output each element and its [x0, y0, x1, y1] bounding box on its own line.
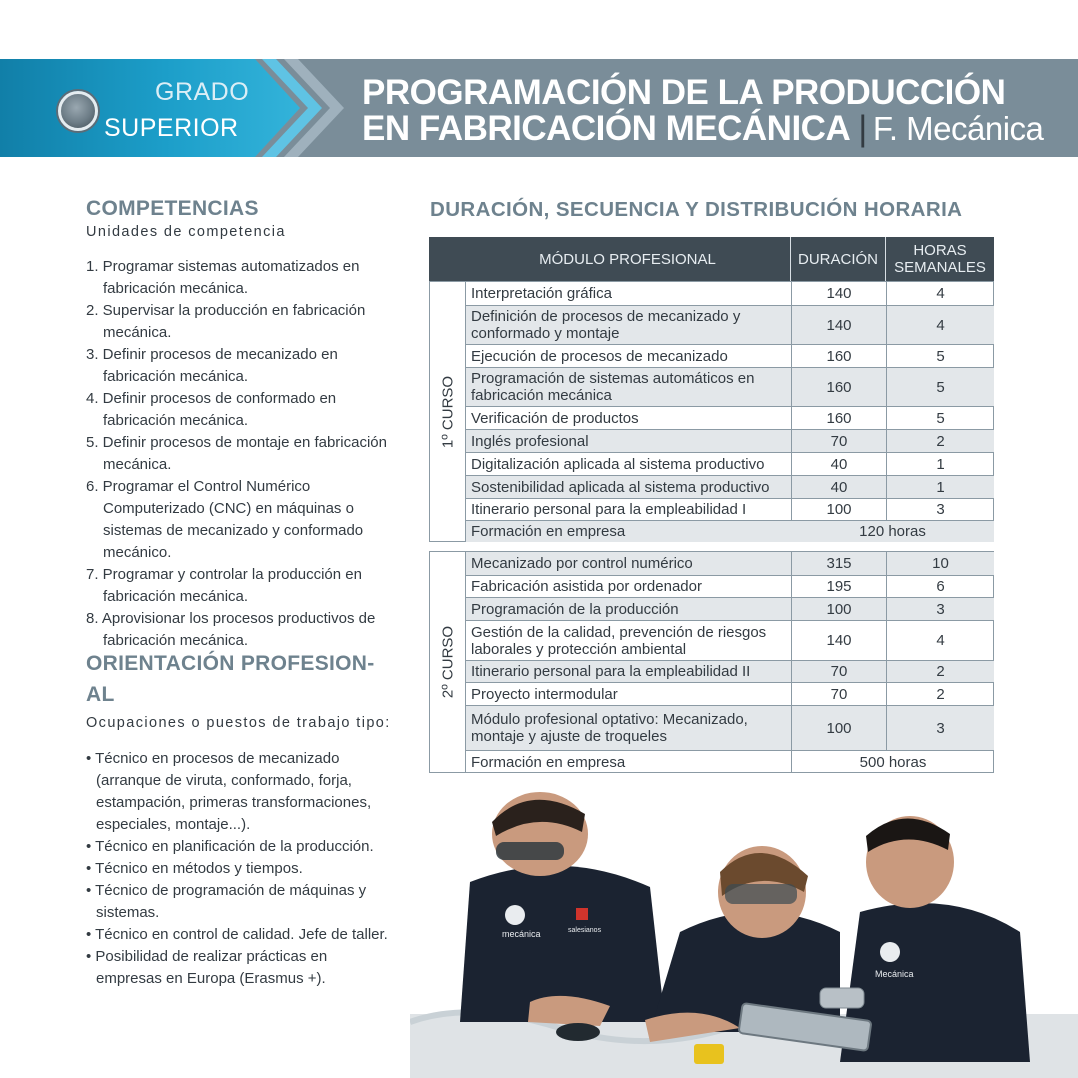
metal-part [820, 988, 864, 1008]
cell-horas: 3 [886, 598, 994, 620]
list-item: 8. Aprovisionar los procesos productivos de fabricación mecánica. [86, 610, 376, 649]
header-horas-line2: SEMANALES [894, 259, 986, 276]
cell-horas: 3 [886, 499, 994, 520]
list-item: 4. Definir procesos de conformado en fabricación mecánica. [86, 390, 337, 429]
competencias-heading: COMPETENCIAS [86, 197, 259, 220]
list-item: • Técnico en procesos de mecanizado (arranque de viruta, conformado, forja, estampación, primeras transformaciones, especiales, montaje...). [86, 750, 372, 833]
students-illustration [410, 792, 1078, 1078]
tape-measure [694, 1044, 724, 1064]
list-item: 5. Definir procesos de montaje en fabricación mecánica. [86, 434, 387, 473]
cell-horas: 2 [886, 430, 994, 452]
page-title-line1: PROGRAMACIÓN DE LA PRODUCCIÓN [362, 73, 1006, 112]
orientacion-subheading: Ocupaciones o puestos de trabajo tipo: [86, 715, 391, 731]
cell-duracion: 140 [791, 621, 886, 660]
cell-horas: 1 [886, 453, 994, 475]
title-separator: | [858, 109, 867, 148]
course-label-cell [430, 282, 466, 541]
cell-modulo: Definición de procesos de mecanizado y conformado y montaje [471, 308, 741, 342]
cell-modulo: Gestión de la calidad, prevención de riesgos laborales y protección ambiental [471, 623, 767, 658]
cell-duracion: 140 [791, 282, 886, 305]
cell-horas: 5 [886, 407, 994, 429]
cell-modulo: Programación de la producción [471, 600, 679, 618]
header-modulo: MÓDULO PROFESIONAL [539, 250, 716, 268]
table-row [466, 682, 994, 705]
table-row [466, 367, 994, 406]
table-row [466, 552, 994, 575]
orientacion-list [86, 748, 396, 990]
header-horas-line1: HORAS [913, 242, 967, 259]
cell-duracion: 70 [791, 430, 886, 452]
table-row [466, 305, 994, 344]
cell-modulo: Programación de sistemas automáticos en fabricación mecánica [471, 370, 755, 404]
course-label-cell [430, 552, 466, 772]
cell-duracion: 160 [791, 407, 886, 429]
cell-duracion: 195 [791, 576, 886, 597]
course-label: 2º CURSO [439, 625, 456, 699]
header-horas [885, 237, 994, 281]
table-row [466, 597, 994, 620]
table-row [466, 406, 994, 429]
header-duracion: DURACIÓN [790, 237, 885, 281]
cell-duracion: 160 [791, 345, 886, 367]
cell-duracion: 160 [791, 368, 886, 406]
cell-modulo: Ejecución de procesos de mecanizado [471, 347, 728, 365]
competencias-list [86, 256, 398, 652]
cell-duracion: 40 [791, 453, 886, 475]
cell-horas: 1 [886, 476, 994, 498]
cell-horas: 4 [886, 282, 994, 305]
cell-duracion: 100 [791, 598, 886, 620]
table-title: DURACIÓN, SECUENCIA Y DISTRIBUCIÓN HORARIA [430, 198, 963, 221]
cell-modulo: Digitalización aplicada al sistema productivo [471, 455, 765, 473]
cell-modulo: Interpretación gráfica [471, 285, 612, 302]
table-header [429, 237, 994, 281]
table-row [466, 429, 994, 452]
table-row [466, 475, 994, 498]
list-item: • Técnico de programación de máquinas y sistemas. [86, 882, 367, 921]
shirt-text-2: salesianos [568, 927, 602, 934]
header-banner [0, 59, 1078, 157]
cell-duracion: 315 [791, 552, 886, 575]
cell-modulo: Itinerario personal para la empleabilidad II [471, 663, 751, 680]
shirt-text-1: mecánica [502, 929, 541, 939]
cell-duracion: 70 [791, 661, 886, 682]
cell-modulo: Formación en empresa [471, 523, 626, 540]
orientacion-heading-line2: AL [86, 683, 115, 706]
list-item: • Técnico en control de calidad. Jefe de taller. [86, 926, 388, 943]
list-item: • Técnico en métodos y tiempos. [86, 860, 303, 877]
cell-horas: 5 [886, 345, 994, 367]
cell-modulo: Módulo profesional optativo: Mecanizado, montaje y ajuste de troqueles [471, 711, 748, 745]
shirt-text-3: Mecánica [875, 969, 914, 979]
page-title-line2-text: EN FABRICACIÓN MECÁNICA [362, 109, 851, 148]
cell-horas: 2 [886, 683, 994, 705]
list-item: 7. Programar y controlar la producción en fabricación mecánica. [86, 566, 362, 605]
competencias-subheading: Unidades de competencia [86, 224, 286, 240]
table-row [466, 660, 994, 682]
cell-horas: 6 [886, 576, 994, 597]
cell-horas: 5 [886, 368, 994, 406]
cell-modulo: Formación en empresa [471, 753, 626, 771]
cell-horas: 10 [886, 552, 994, 575]
list-item: 6. Programar el Control Numérico Computerizado (CNC) en máquinas o sistemas de mecanizado y conformado mecánico. [86, 478, 364, 561]
page-title-line2 [362, 109, 1043, 149]
cell-modulo: Inglés profesional [471, 432, 589, 450]
table-row [466, 452, 994, 475]
table-row [466, 705, 994, 750]
cell-modulo: Verificación de productos [471, 409, 639, 427]
cell-modulo: Itinerario personal para la empleabilidad I [471, 501, 747, 518]
table-row [466, 575, 994, 597]
cell-horas-merged: 500 horas [791, 751, 994, 773]
family-subtitle: F. Mecánica [872, 110, 1044, 147]
list-item: 2. Supervisar la producción en fabricación mecánica. [86, 302, 366, 341]
cell-horas: 4 [886, 621, 994, 660]
circle-badge-icon [58, 91, 98, 131]
cell-duracion: 40 [791, 476, 886, 498]
orientacion-heading-line1: ORIENTACIÓN PROFESION- [86, 652, 375, 675]
list-item: • Técnico en planificación de la producción. [86, 838, 374, 855]
table-row [466, 282, 994, 305]
cell-duracion: 100 [791, 706, 886, 750]
cell-horas: 2 [886, 661, 994, 682]
list-item: 3. Definir procesos de mecanizado en fabricación mecánica. [86, 346, 338, 385]
cell-horas: 3 [886, 706, 994, 750]
table-row [466, 344, 994, 367]
table-row [466, 750, 994, 773]
student-left [460, 792, 665, 1026]
cell-modulo: Mecanizado por control numérico [471, 555, 693, 572]
cell-duracion: 70 [791, 683, 886, 705]
level-label-grado: GRADO [155, 78, 250, 106]
cell-modulo: Fabricación asistida por ordenador [471, 578, 702, 595]
table-row [466, 620, 994, 660]
vise [556, 1023, 600, 1041]
cell-horas-merged: 120 horas [859, 523, 926, 540]
cell-modulo: Sostenibilidad aplicada al sistema productivo [471, 478, 770, 496]
table-row [466, 520, 994, 542]
list-item: • Posibilidad de realizar prácticas en empresas en Europa (Erasmus +). [86, 948, 328, 987]
cell-horas: 4 [886, 306, 994, 344]
course-label: 1º CURSO [439, 375, 456, 448]
table-course2 [429, 551, 994, 773]
list-item: 1. Programar sistemas automatizados en fabricación mecánica. [86, 258, 360, 297]
table-row [466, 498, 994, 520]
cell-duracion: 100 [791, 499, 886, 520]
students-photo [410, 792, 1078, 1078]
cell-duracion: 140 [791, 306, 886, 344]
table-course1 [429, 281, 994, 542]
cell-modulo: Proyecto intermodular [471, 685, 618, 703]
level-label-superior: SUPERIOR [104, 114, 239, 142]
